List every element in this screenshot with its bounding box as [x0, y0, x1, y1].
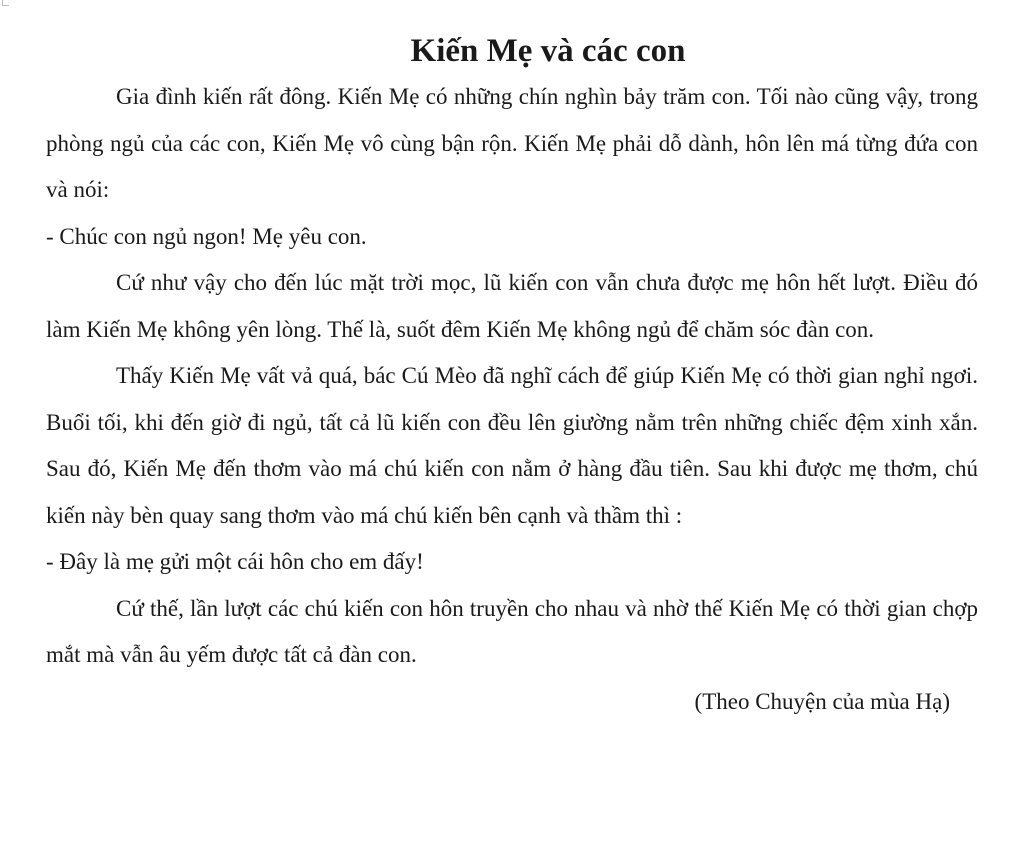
dialogue-2: - Đây là mẹ gửi một cái hôn cho em đấy!: [46, 549, 424, 574]
dialogue-1: - Chúc con ngủ ngon! Mẹ yêu con.: [46, 223, 367, 249]
paragraph-4: Cứ thế, lần lượt các chú kiến con hôn truyền cho nhau và nhờ thế Kiến Mẹ có thời gian chợp mắt mà vẫn âu yếm được tất cả đàn con.: [46, 595, 978, 667]
paragraph-2: Cứ như vậy cho đến lúc mặt trời mọc, lũ kiến con vẫn chưa được mẹ hôn hết lượt. Điều đó làm Kiến Mẹ không yên lòng. Thế là, suốt đêm Kiến Mẹ không ngủ để chăm sóc đàn con.: [46, 270, 978, 342]
source-citation: (Theo Chuyện của mùa Hạ): [694, 688, 950, 714]
paragraph-3: Thấy Kiến Mẹ vất vả quá, bác Cú Mèo đã nghĩ cách để giúp Kiến Mẹ có thời gian nghỉ ngơi. Buổi tối, khi đến giờ đi ngủ, tất cả lũ kiến con đều lên giường nằm trên những chiếc đệm xinh xắn. Sau đó, Kiến Mẹ đến thơm vào má chú kiến con nằm ở hàng đầu tiên. Sau khi được mẹ thơm, chú kiến này bèn quay sang thơm vào má chú kiến bên cạnh và thầm thì :: [46, 363, 978, 528]
corner-mark: [2, 0, 9, 6]
paragraph-1: Gia đình kiến rất đông. Kiến Mẹ có những chín nghìn bảy trăm con. Tối nào cũng vậy, trong phòng ngủ của các con, Kiến Mẹ vô cùng bận rộn. Kiến Mẹ phải dỗ dành, hôn lên má từng đứa con và nói:: [46, 84, 978, 202]
document-page: [46, 28, 978, 725]
story-title: Kiến Mẹ và các con: [410, 33, 686, 69]
